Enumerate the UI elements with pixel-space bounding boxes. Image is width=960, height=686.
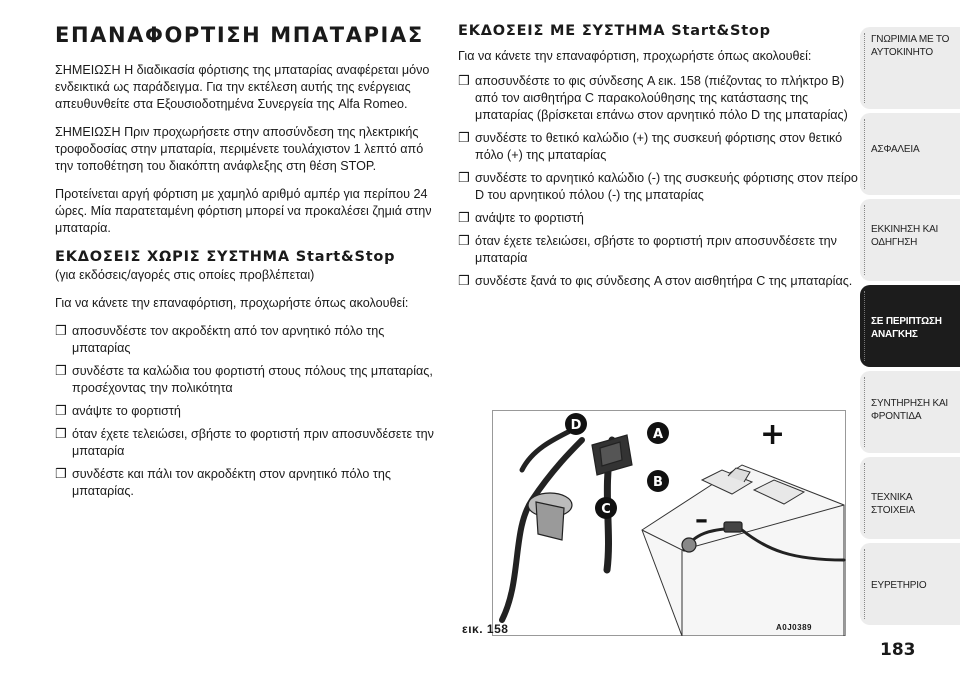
procedure-intro: Για να κάνετε την επαναφόρτιση, προχωρήστε όπως ακολουθεί:	[55, 296, 409, 310]
list-item: ❒ συνδέστε τα καλώδια του φορτιστή στους πόλους της μπαταρίας, προσέχοντας την πολικότητα	[55, 364, 433, 395]
left-column	[55, 22, 440, 506]
callout-c	[595, 497, 617, 519]
callout-b	[647, 470, 669, 492]
tab-index[interactable]: ΕΥΡΕΤΗΡΙΟ	[860, 543, 960, 625]
tab-starting-driving[interactable]: ΕΚΚΙΝΗΣΗ ΚΑΙ ΟΔΗΓΗΣΗ	[860, 199, 960, 281]
checkbox-bullet-icon: ❒	[458, 274, 470, 289]
callout-d	[565, 413, 587, 435]
checkbox-bullet-icon: ❒	[55, 467, 67, 482]
procedure-list	[55, 323, 440, 500]
tab-getting-to-know[interactable]: ΓΝΩΡΙΜΙΑ ΜΕ ΤΟ ΑΥΤΟΚΙΝΗΤΟ	[860, 27, 960, 109]
list-item: ❒ αποσυνδέστε το φις σύνδεσης A εικ. 158 (πιέζοντας το πλήκτρο B) από τον αισθητήρα C παρακολούθησης της κατάστασης της μπαταρίας (βρίσκεται επάνω στον αρνητικό πόλο D της μπαταρίας)	[458, 74, 848, 122]
chapter-sidebar	[860, 27, 960, 629]
tab-maintenance[interactable]: ΣΥΝΤΗΡΗΣΗ ΚΑΙ ΦΡΟΝΤΙΔΑ	[860, 371, 960, 453]
checkbox-bullet-icon: ❒	[55, 324, 67, 339]
svg-text:C: C	[601, 502, 611, 517]
checkbox-bullet-icon: ❒	[55, 404, 67, 419]
list-item: ❒ ανάψτε το φορτιστή	[55, 404, 181, 419]
list-item: ❒ συνδέστε και πάλι τον ακροδέκτη στον αρνητικό πόλο της μπαταρίας.	[55, 467, 391, 498]
plus-sign: +	[760, 417, 786, 452]
tab-technical-data[interactable]: ΤΕΧΝΙΚΑ ΣΤΟΙΧΕΙΑ	[860, 457, 960, 539]
right-column	[458, 22, 858, 296]
list-item: ❒ συνδέστε το θετικό καλώδιο (+) της συσκευή φόρτισης στον θετικό πόλο (+) της μπαταρίας	[458, 131, 843, 162]
figure-caption: εικ. 158	[462, 622, 509, 636]
checkbox-bullet-icon: ❒	[458, 74, 470, 89]
svg-text:D: D	[570, 418, 582, 433]
figure-code: A0J0389	[776, 623, 812, 632]
list-item: ❒ συνδέστε το αρνητικό καλώδιο (-) της συσκευής φόρτισης στον πείρο D του αρνητικού πόλου (-) της μπαταρίας	[458, 171, 858, 202]
tab-safety[interactable]: ΑΣΦΑΛΕΙΑ	[860, 113, 960, 195]
section-subtitle: (για εκδόσεις/αγορές στις οποίες προβλέπεται)	[55, 268, 315, 282]
callout-a	[647, 422, 669, 444]
tab-emergency[interactable]: ΣΕ ΠΕΡΙΠΤΩΣΗ ΑΝΑΓΚΗΣ	[860, 285, 960, 367]
note-paragraph-2: ΣΗΜΕΙΩΣΗ Πριν προχωρήσετε στην αποσύνδεση της ηλεκτρικής τροφοδοσίας στην μπαταρία, περιμένετε τουλάχιστον 1 λεπτό από την τοποθέτηση του διακόπτη ανάφλεξης στη θέση STOP.	[55, 125, 424, 173]
checkbox-bullet-icon: ❒	[458, 234, 470, 249]
svg-text:B: B	[653, 475, 663, 490]
checkbox-bullet-icon: ❒	[55, 427, 67, 442]
list-item: ❒ όταν έχετε τελειώσει, σβήστε το φορτιστή πριν αποσυνδέσετε την μπαταρία	[458, 234, 837, 265]
list-item: ❒ ανάψτε το φορτιστή	[458, 211, 584, 226]
checkbox-bullet-icon: ❒	[458, 171, 470, 186]
battery-illustration	[492, 410, 846, 636]
list-item: ❒ συνδέστε ξανά το φις σύνδεσης A στον αισθητήρα C της μπαταρίας.	[458, 274, 853, 289]
list-item: ❒ όταν έχετε τελειώσει, σβήστε το φορτιστή πριν αποσυνδέσετε την μπαταρία	[55, 427, 434, 458]
checkbox-bullet-icon: ❒	[458, 211, 470, 226]
list-item: ❒ αποσυνδέστε τον ακροδέκτη από τον αρνητικό πόλο της μπαταρίας	[55, 324, 385, 355]
charging-advice-paragraph: Προτείνεται αργή φόρτιση με χαμηλό αριθμό αμπέρ για περίπου 24 ώρες. Μία παρατεταμένη φόρτιση μπορεί να προκαλέσει ζημιά στην μπαταρία.	[55, 187, 432, 235]
checkbox-bullet-icon: ❒	[458, 131, 470, 146]
page-number: 183	[880, 640, 916, 660]
procedure-list	[458, 73, 858, 290]
section-title-with-start-stop: ΕΚΔΟΣΕΙΣ ΜΕ ΣΥΣΤΗΜΑ Start&Stop	[458, 23, 771, 39]
procedure-intro: Για να κάνετε την επαναφόρτιση, προχωρήστε όπως ακολουθεί:	[458, 49, 812, 63]
note-paragraph-1: ΣΗΜΕΙΩΣΗ Η διαδικασία φόρτισης της μπαταρίας αναφέρεται μόνο ενδεικτικά ως παράδειγμα. Για την εκτέλεση αυτής της ενέργειας απευθυνθείτε στα Εξουσιοδοτημένα Συνεργεία της Alfa Romeo.	[55, 63, 430, 111]
section-title-without-start-stop: ΕΚΔΟΣΕΙΣ ΧΩΡΙΣ ΣΥΣΤΗΜΑ Start&Stop	[55, 249, 396, 265]
minus-sign: –	[695, 505, 708, 535]
svg-text:A: A	[652, 427, 664, 442]
page-title: ΕΠΑΝΑΦΟΡΤΙΣΗ ΜΠΑΤΑΡΙΑΣ	[55, 23, 424, 47]
checkbox-bullet-icon: ❒	[55, 364, 67, 379]
